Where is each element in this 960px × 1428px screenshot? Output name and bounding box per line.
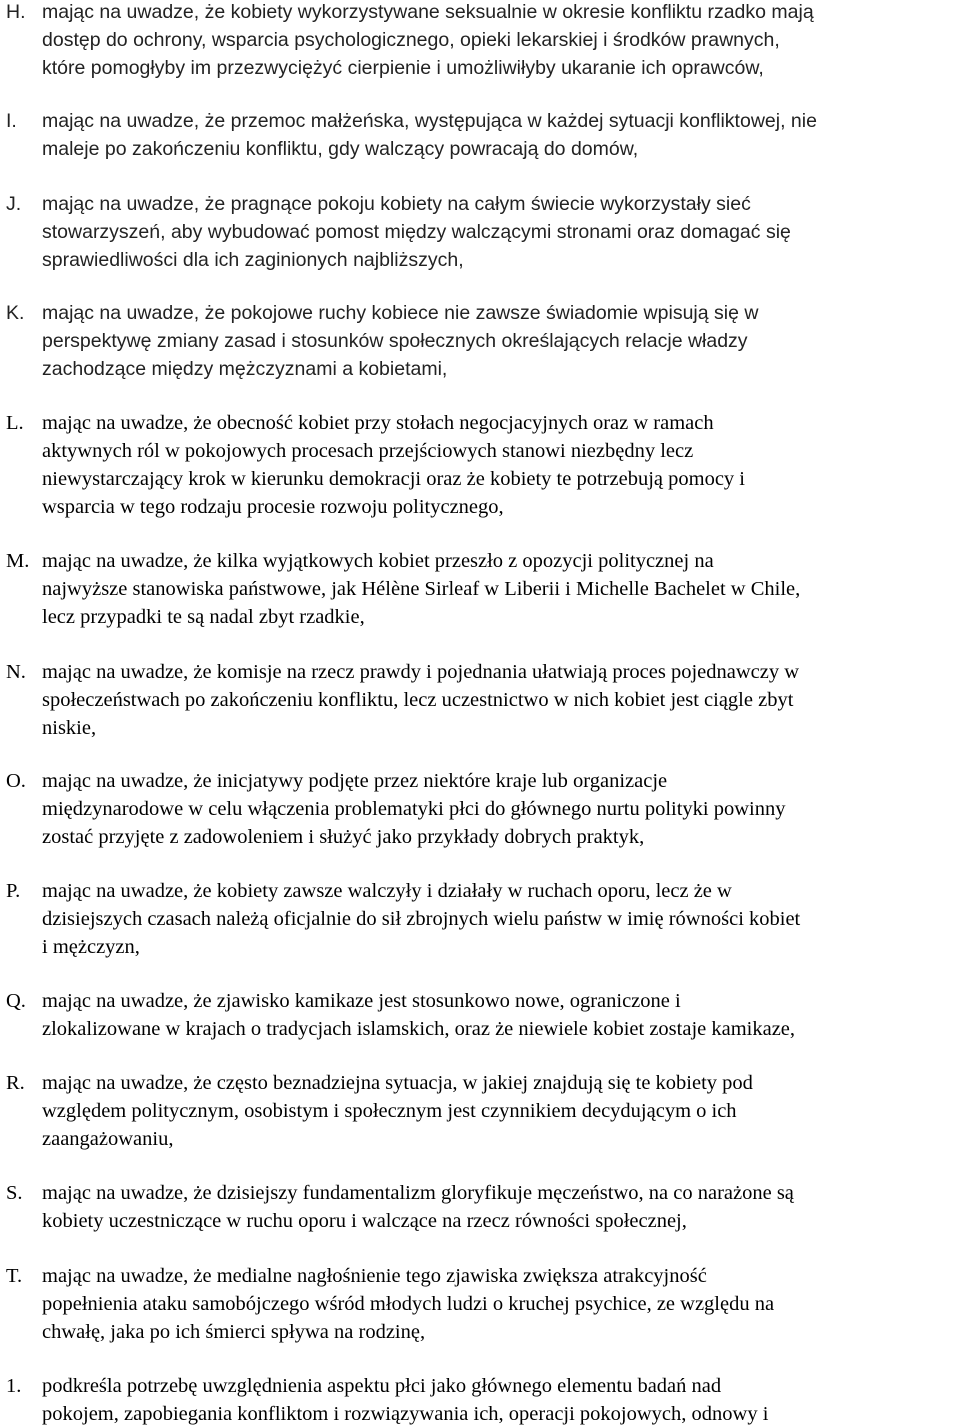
recital-line: mając na uwadze, że pokojowe ruchy kobiece nie zawsze świadomie wpisują się w	[42, 302, 759, 324]
recital-line: aktywnych ról w pokojowych procesach przejściowych stanowi niezbędny lecz	[42, 440, 694, 462]
recital-line: dostęp do ochrony, wsparcia psychologicznego, opieki lekarskiej i środków prawnych,	[42, 29, 780, 51]
recital-marker: O.	[6, 770, 26, 792]
recital-line: niskie,	[42, 717, 97, 739]
recital-line: niewystarczający krok w kierunku demokracji oraz że kobiety te potrzebują pomocy i	[42, 468, 745, 490]
recital-text	[42, 0, 954, 82]
recital-q	[0, 987, 960, 1043]
recital-line: mając na uwadze, że często beznadziejna sytuacja, w jakiej znajdują się te kobiety pod	[42, 1072, 753, 1094]
recital-line: perspektywę zmiany zasad i stosunków społecznych określających relacje władzy	[42, 330, 748, 352]
recital-line: mając na uwadze, że kilka wyjątkowych kobiet przeszło z opozycji politycznej na	[42, 550, 714, 572]
recital-s	[0, 1179, 960, 1235]
recital-line: mając na uwadze, że kobiety zawsze walczyły i działały w ruchach oporu, lecz że w	[42, 880, 732, 902]
paragraph-marker: 1.	[6, 1375, 22, 1397]
recital-line: stowarzyszeń, aby wybudować pomost między walczącymi stronami oraz domagać się	[42, 221, 791, 243]
recital-marker: I.	[6, 110, 17, 132]
recital-text	[42, 658, 954, 742]
recital-marker: M.	[6, 550, 30, 572]
recital-marker: T.	[6, 1265, 23, 1287]
recital-line: mając na uwadze, że medialne nagłośnienie tego zjawiska zwiększa atrakcyjność	[42, 1265, 707, 1287]
recital-o	[0, 767, 960, 851]
recital-text	[42, 547, 954, 631]
recital-line: i mężczyzn,	[42, 936, 140, 958]
paragraph-text	[42, 1372, 954, 1428]
paragraph-line: podkreśla potrzebę uwzględnienia aspektu płci jako głównego elementu badań nad	[42, 1375, 722, 1397]
recital-i	[0, 107, 960, 163]
recital-line: mając na uwadze, że pragnące pokoju kobiety na całym świecie wykorzystały sieć	[42, 193, 751, 215]
recital-line: sprawiedliwości dla ich zaginionych najbliższych,	[42, 249, 464, 271]
recital-line: społeczeństwach po zakończeniu konfliktu, lecz uczestnictwo w nich kobiet jest ciągle zbyt	[42, 689, 794, 711]
recital-marker: L.	[6, 412, 24, 434]
recital-marker: Q.	[6, 990, 26, 1012]
recital-text	[42, 1179, 954, 1235]
recital-line: międzynarodowe w celu włączenia problematyki płci do głównego nurtu polityki powinny	[42, 798, 786, 820]
recital-marker: R.	[6, 1072, 25, 1094]
recital-text	[42, 107, 954, 163]
recital-j	[0, 190, 960, 274]
recital-text	[42, 987, 954, 1043]
recital-text	[42, 409, 954, 521]
recital-line: mając na uwadze, że zjawisko kamikaze jest stosunkowo nowe, ograniczone i	[42, 990, 681, 1012]
recital-line: dzisiejszych czasach należą oficjalnie do sił zbrojnych wielu państw w imię równości kobiet	[42, 908, 801, 930]
recital-marker: P.	[6, 880, 21, 902]
recital-line: popełnienia ataku samobójczego wśród młodych ludzi o kruchej psychice, ze względu na	[42, 1293, 775, 1315]
recital-line: mając na uwadze, że kobiety wykorzystywane seksualnie w okresie konfliktu rzadko mają	[42, 1, 814, 23]
recital-line: które pomogłyby im przezwyciężyć cierpienie i umożliwiłyby ukaranie ich oprawców,	[42, 57, 764, 79]
recital-text	[42, 767, 954, 851]
recital-h	[0, 0, 960, 82]
recital-line: kobiety uczestniczące w ruchu oporu i walczące na rzecz równości społecznej,	[42, 1210, 687, 1232]
recital-n	[0, 658, 960, 742]
recital-marker: S.	[6, 1182, 23, 1204]
recital-line: zachodzące między mężczyznami a kobietami,	[42, 358, 448, 380]
recital-r	[0, 1069, 960, 1153]
recital-text	[42, 877, 954, 961]
recital-line: mając na uwadze, że przemoc małżeńska, występująca w każdej sytuacji konfliktowej, nie	[42, 110, 817, 132]
recital-p	[0, 877, 960, 961]
recital-line: wsparcia w tego rodzaju procesie rozwoju politycznego,	[42, 496, 504, 518]
recital-line: lecz przypadki te są nadal zbyt rzadkie,	[42, 606, 365, 628]
recital-line: maleje po zakończeniu konfliktu, gdy walczący powracają do domów,	[42, 138, 639, 160]
recital-line: mając na uwadze, że inicjatywy podjęte przez niektóre kraje lub organizacje	[42, 770, 668, 792]
recital-text	[42, 299, 954, 383]
recital-line: względem politycznym, osobistym i społecznym jest czynnikiem decydującym o ich	[42, 1100, 737, 1122]
recital-line: mając na uwadze, że komisje na rzecz prawdy i pojednania ułatwiają proces pojednawczy w	[42, 661, 800, 683]
recital-line: najwyższe stanowiska państwowe, jak Hélène Sirleaf w Liberii i Michelle Bachelet w Chile,	[42, 578, 801, 600]
recital-t	[0, 1262, 960, 1346]
recital-marker: K.	[6, 302, 25, 324]
recital-line: mając na uwadze, że obecność kobiet przy stołach negocjacyjnych oraz w ramach	[42, 412, 714, 434]
recital-line: zlokalizowane w krajach o tradycjach islamskich, oraz że niewiele kobiet zostaje kamikaze,	[42, 1018, 796, 1040]
recital-k	[0, 299, 960, 383]
paragraph-line: pokojem, zapobiegania konfliktom i rozwiązywania ich, operacji pokojowych, odnowy i	[42, 1403, 769, 1425]
recital-marker: J.	[6, 193, 22, 215]
recital-line: zaangażowaniu,	[42, 1128, 174, 1150]
recital-text	[42, 1262, 954, 1346]
recital-m	[0, 547, 960, 631]
recital-line: chwałę, jaka po ich śmierci spływa na rodzinę,	[42, 1321, 426, 1343]
recital-marker: N.	[6, 661, 26, 683]
recital-text	[42, 1069, 954, 1153]
paragraph-1	[0, 1372, 960, 1428]
recital-line: mając na uwadze, że dzisiejszy fundamentalizm gloryfikuje męczeństwo, na co narażone są	[42, 1182, 794, 1204]
recital-l	[0, 409, 960, 521]
recital-text	[42, 190, 954, 274]
recital-line: zostać przyjęte z zadowoleniem i służyć jako przykłady dobrych praktyk,	[42, 826, 645, 848]
recital-marker: H.	[6, 1, 26, 23]
